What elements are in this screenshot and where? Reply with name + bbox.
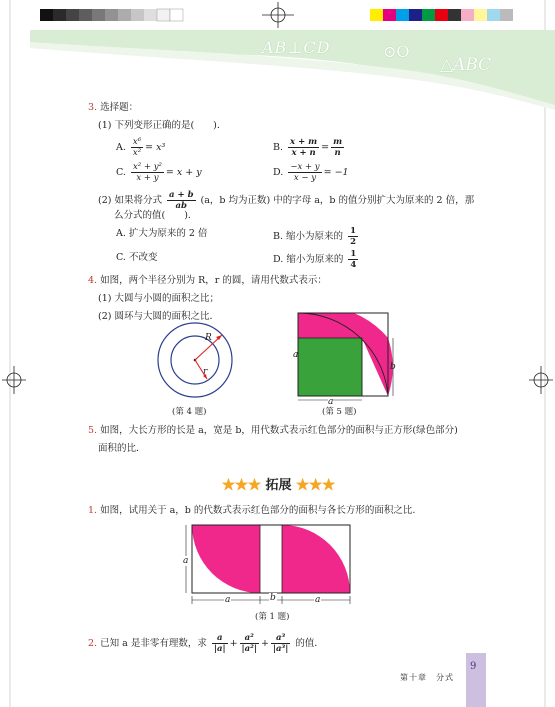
figure-ext1-rectangles	[178, 520, 358, 608]
green-square	[298, 338, 362, 396]
q4-number: 4.	[88, 275, 98, 286]
ext1-label-a2: a	[315, 595, 321, 605]
q4-part2: (2) 圆环与大圆的面积之比．	[98, 311, 219, 322]
plus-sign: +	[260, 638, 269, 649]
label-r: r	[203, 367, 208, 377]
section-header-extension	[222, 474, 335, 493]
q4-text: 如图，两个半径分别为 R，r 的圆，请用代数式表示：	[100, 275, 327, 286]
numerator: 1	[350, 249, 357, 259]
denominator: x²	[132, 148, 142, 158]
text: D. 缩小为原来的	[273, 254, 344, 265]
pink-region-top	[298, 313, 388, 338]
ext-q1	[88, 505, 415, 517]
color-calibration-bar	[370, 9, 513, 21]
fraction	[212, 633, 228, 654]
text: (a，b 均为正数) 中的字母 a，b 的值分别扩大为原来的 2 倍，那	[200, 195, 475, 206]
crosshair-right	[529, 366, 553, 394]
rhs: = x + y	[165, 167, 202, 178]
numerator: a	[212, 633, 228, 644]
denominator: 2	[350, 237, 356, 247]
q3-option-a	[116, 137, 165, 158]
fig5-label-a-left: a	[293, 350, 299, 360]
figure-4-caption: (第 4 题)	[172, 407, 207, 417]
watermark-circle: ⊙O	[383, 42, 410, 61]
numerator: x + m	[290, 137, 318, 147]
ext1-label-a1: a	[225, 595, 231, 605]
denominator: x − y	[293, 173, 317, 183]
denominator: |a²|	[241, 644, 257, 654]
fig5-label-b: b	[390, 362, 396, 372]
pink-quarter-left	[192, 525, 260, 593]
q3-option-d	[273, 162, 349, 183]
q5-text: 如图，大长方形的长是 a，宽是 b，用代数式表示红色部分的面积与正方形(绿色部分)	[100, 425, 458, 436]
text: B. 缩小为原来的	[273, 231, 344, 242]
q5-number: 5.	[88, 425, 98, 436]
denominator: n	[334, 148, 341, 158]
ext-q2-text: 已知 a 是非零有理数，求	[100, 638, 207, 649]
fraction	[131, 137, 143, 158]
fraction	[131, 162, 164, 183]
page-number: 9	[470, 661, 477, 672]
numerator: x² + y²	[132, 162, 162, 172]
fraction	[348, 249, 358, 270]
figure-5-rectangle	[290, 308, 400, 404]
footer-chapter: 第十章 分式	[400, 673, 454, 682]
q3-option-c	[116, 162, 202, 183]
q3-part2-line1	[98, 190, 474, 211]
rhs: = −1	[323, 167, 349, 178]
q3-part2-option-d	[273, 249, 360, 270]
fraction	[348, 226, 358, 247]
fraction	[288, 162, 321, 183]
ext1-label-a-left: a	[183, 556, 189, 566]
fraction	[240, 633, 259, 654]
denominator: |a³|	[272, 644, 289, 654]
ext-q2-text-end: 的值．	[295, 638, 324, 649]
denominator: ab	[175, 201, 187, 211]
denominator: x + n	[291, 148, 316, 158]
option-label: A.	[116, 142, 126, 153]
text: (2) 如果将分式	[98, 195, 162, 206]
q3-part2-option-a: A. 扩大为原来的 2 倍	[116, 228, 208, 239]
crosshair-left	[2, 366, 26, 394]
denominator: x + y	[136, 173, 159, 183]
q4-part1: (1) 大圆与小圆的面积之比；	[98, 293, 219, 304]
denominator: 4	[350, 260, 357, 270]
numerator: a³	[271, 633, 290, 644]
figure-5-caption: (第 5 题)	[322, 407, 357, 417]
q4-heading	[88, 275, 327, 287]
denominator: |a|	[213, 644, 226, 654]
q3-number: 3.	[88, 102, 98, 113]
numerator: −x + y	[290, 162, 320, 172]
plus-sign: +	[229, 638, 238, 649]
option-label: B.	[273, 142, 284, 153]
figure-4-circles	[150, 320, 240, 400]
numerator: x⁶	[132, 137, 142, 147]
pink-quarter-right	[282, 525, 350, 593]
option-label: C.	[116, 167, 126, 178]
numerator: m	[333, 137, 343, 147]
stars-right: ★★★	[296, 478, 336, 493]
q5-line1	[88, 425, 458, 437]
ext-q1-text: 如图，试用关于 a，b 的代数式表示红色部分的面积与各长方形的面积之比.	[100, 505, 416, 516]
numerator: 1	[350, 226, 356, 236]
q3-heading	[88, 102, 138, 114]
fraction	[167, 190, 196, 211]
ext1-label-b: b	[270, 593, 276, 603]
crosshair-top	[262, 2, 294, 28]
fig5-label-a-bottom: a	[328, 397, 334, 407]
fraction	[331, 137, 344, 158]
watermark-perpendicular: AB⊥CD	[262, 38, 331, 57]
section-title: 拓展	[265, 478, 292, 493]
option-label: D.	[273, 167, 284, 178]
q3-title: 选择题：	[100, 102, 139, 113]
q5-line2: 面积的比．	[98, 443, 146, 454]
ext-q1-number: 1.	[88, 505, 98, 516]
watermark-triangle: △ABC	[440, 55, 492, 75]
gray-calibration-bar	[40, 9, 183, 21]
rhs: = x³	[145, 142, 166, 153]
q3-part2-option-b	[273, 226, 360, 247]
fraction	[288, 137, 319, 158]
q3-part1: (1) 下列变形正确的是( ).	[98, 120, 220, 131]
ext-q2-number: 2.	[88, 638, 98, 649]
q3-part2-line2: 么分式的值( ).	[114, 210, 191, 221]
label-R: R	[205, 333, 212, 343]
fraction	[271, 633, 290, 654]
q3-option-b: B. $\frac{x + m}{x + n}$ = $\frac{m}{n}$	[273, 137, 343, 158]
ext-q2	[88, 633, 324, 654]
numerator: a²	[240, 633, 259, 644]
figure-ext1-caption: (第 1 题)	[255, 612, 290, 622]
q3-part2-option-c: C. 不改变	[116, 252, 158, 263]
numerator: a + b	[169, 190, 194, 200]
stars-left: ★★★	[222, 478, 262, 493]
